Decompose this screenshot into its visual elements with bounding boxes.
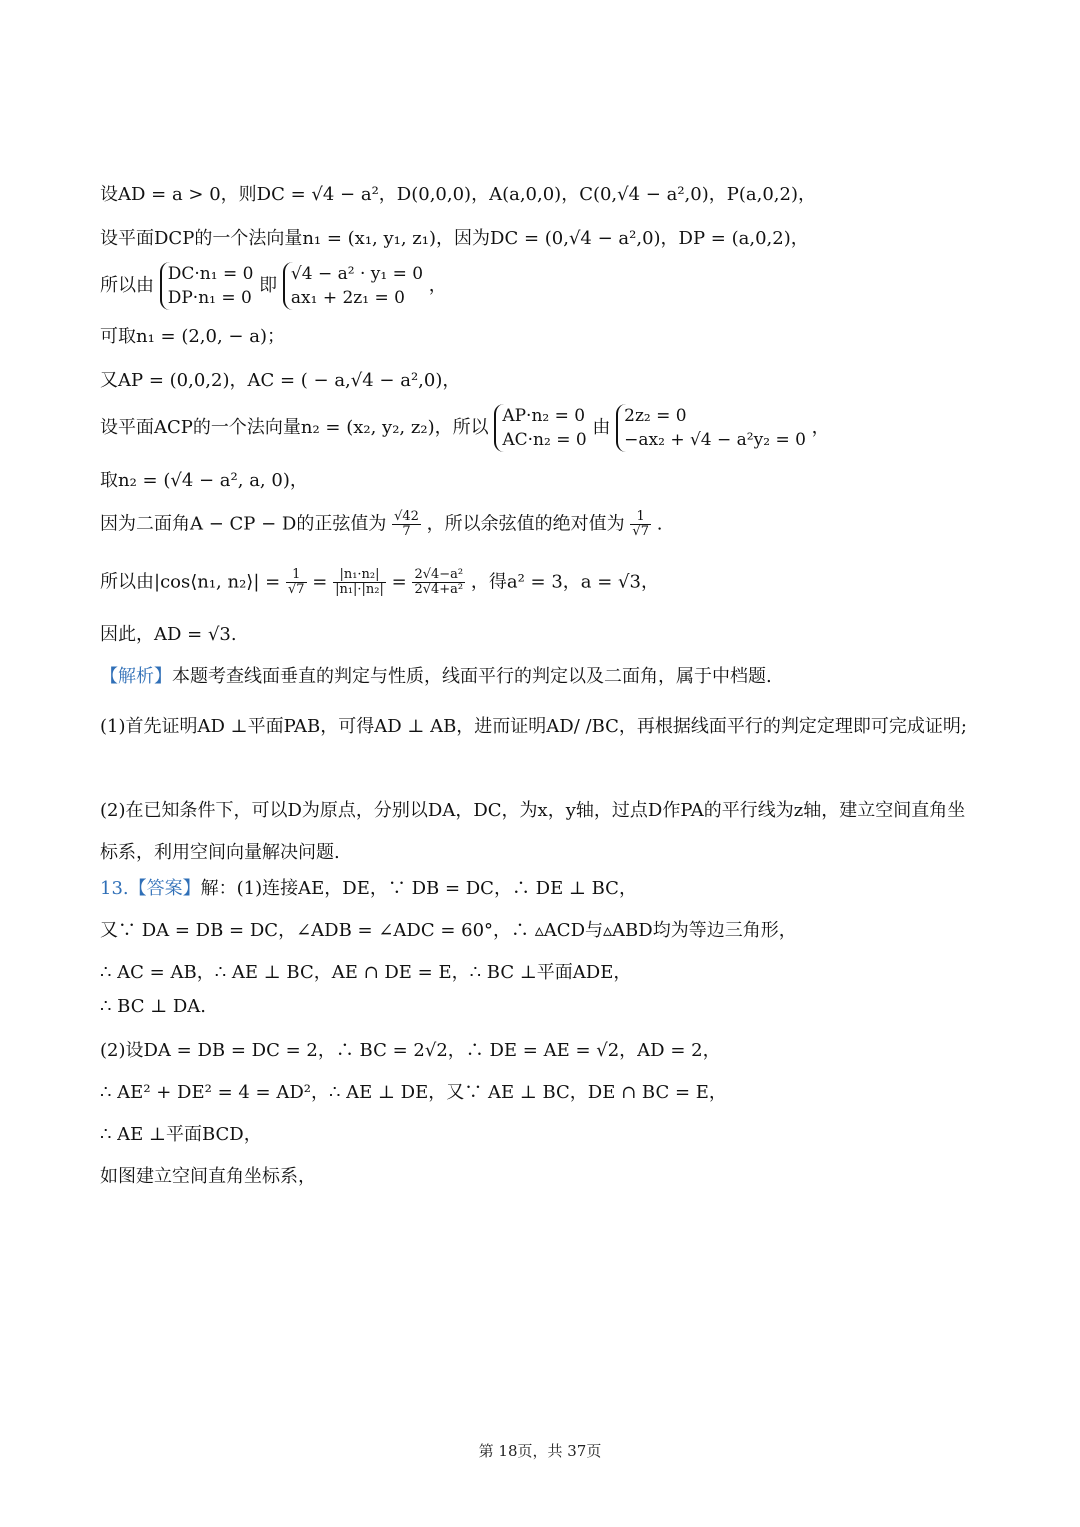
page-footer: 第 18页，共 37页 <box>478 1442 602 1460</box>
text-fragment: ， <box>428 275 447 296</box>
fraction <box>286 568 307 597</box>
text-paragraph: (2)在已知条件下，可以D为原点，分别以DA，DC，为x，y轴，过点D作PA的平行线为z轴，建立空间直角坐标系，利用空间向量解决问题. <box>100 800 966 863</box>
equation: −ax₂ + √4 − a²y₂ = 0 <box>624 430 806 450</box>
text-line: 如图建立空间直角坐标系， <box>100 1166 316 1187</box>
text-fragment: 解：(1)连接AE，DE，∵ DB = DC，∴ DE ⊥ BC， <box>200 878 637 899</box>
denominator: 7 <box>402 524 411 539</box>
system-line <box>100 262 447 310</box>
text-line: 取n₂ = (√4 − a², a, 0)， <box>100 470 308 491</box>
text-line: 因此，AD = √3. <box>100 624 237 645</box>
analysis-line <box>100 664 772 690</box>
text-fragment: = <box>391 571 407 593</box>
equation: AC·n₂ = 0 <box>502 430 587 450</box>
text-fragment: 所以由|cos⟨n₁, n₂⟩| = <box>100 571 281 593</box>
text-line: (2)设DA = DB = DC = 2，∴ BC = 2√2，∴ DE = AE = √2，AD = 2， <box>100 1040 721 1061</box>
fraction <box>630 510 651 539</box>
text-fragment: ， <box>811 417 830 438</box>
equation: DP·n₁ = 0 <box>167 288 252 308</box>
denominator: √7 <box>287 582 305 597</box>
analysis-tag: 【解析】 <box>100 666 172 687</box>
text-line: 设AD = a > 0，则DC = √4 − a²，D(0,0,0)，A(a,0,0)，C(0,√4 − a²,0)，P(a,0,2)， <box>100 184 816 205</box>
text-line: 又AP = (0,0,2)，AC = ( − a,√4 − a²,0)， <box>100 370 461 391</box>
text-fragment: ，得a² = 3，a = √3， <box>470 571 659 593</box>
text-fragment: 因为二面角A − CP − D的正弦值为 <box>100 513 387 535</box>
numerator: 1 <box>630 510 651 525</box>
fraction <box>392 510 421 539</box>
equation-system <box>160 262 254 310</box>
text-line: ∴ BC ⊥ DA. <box>100 996 207 1017</box>
text-paragraph: (1)首先证明AD ⊥平面PAB，可得AD ⊥ AB，进而证明AD/ /BC，再根据线面平行的判定定理即可完成证明; <box>100 716 967 737</box>
numerator: 1 <box>286 568 307 583</box>
text-line: 设平面DCP的一个法向量n₁ = (x₁, y₁, z₁)，因为DC = (0,√4 − a²,0)，DP = (a,0,2)， <box>100 228 809 249</box>
numerator: |n₁·n₂| <box>333 568 386 583</box>
equation-system <box>494 404 586 452</box>
equation: DC·n₁ = 0 <box>167 264 254 284</box>
system-line <box>100 404 830 452</box>
fraction-line <box>100 510 662 539</box>
answer-tag: 13.【答案】 <box>100 878 201 899</box>
equation-system <box>616 404 806 452</box>
equation: 2z₂ = 0 <box>624 406 687 426</box>
text-fragment: . <box>656 513 663 535</box>
text-fragment: 即 <box>259 275 278 296</box>
fraction-line <box>100 568 659 597</box>
text-line: ∴ AE ⊥平面BCD， <box>100 1124 262 1145</box>
equation: ax₁ + 2z₁ = 0 <box>290 288 405 308</box>
equation: √4 − a² · y₁ = 0 <box>290 264 424 284</box>
text-fragment: = <box>312 571 328 593</box>
text-line: 可取n₁ = (2,0, − a)； <box>100 326 285 347</box>
denominator: |n₁|·|n₂| <box>335 582 384 597</box>
equation-system <box>283 262 423 310</box>
text-line: ∴ AE² + DE² = 4 = AD²，∴ AE ⊥ DE，又∵ AE ⊥ BC，DE ∩ BC = E， <box>100 1082 727 1103</box>
text-fragment: 设平面ACP的一个法向量n₂ = (x₂, y₂, z₂)，所以 <box>100 417 489 438</box>
text-line: 又∵ DA = DB = DC，∠ADB = ∠ADC = 60°，∴ ▵ACD与▵ABD均为等边三角形， <box>100 920 797 941</box>
denominator: √7 <box>632 524 649 539</box>
answer-line <box>100 876 637 902</box>
fraction <box>333 568 386 597</box>
text-fragment: 本题考查线面垂直的判定与性质，线面平行的判定以及二面角，属于中档题. <box>172 666 772 687</box>
equation: AP·n₂ = 0 <box>502 406 586 426</box>
text-line: ∴ AC = AB，∴ AE ⊥ BC，AE ∩ DE = E，∴ BC ⊥平面ADE， <box>100 962 632 983</box>
numerator: √42 <box>394 509 419 524</box>
denominator: 2√4+a² <box>414 582 464 597</box>
numerator: 2√4−a² <box>414 567 464 582</box>
text-fragment: 所以由 <box>100 275 154 296</box>
text-fragment: 由 <box>592 417 611 438</box>
fraction <box>412 568 465 597</box>
text-fragment: ，所以余弦值的绝对值为 <box>426 513 625 535</box>
